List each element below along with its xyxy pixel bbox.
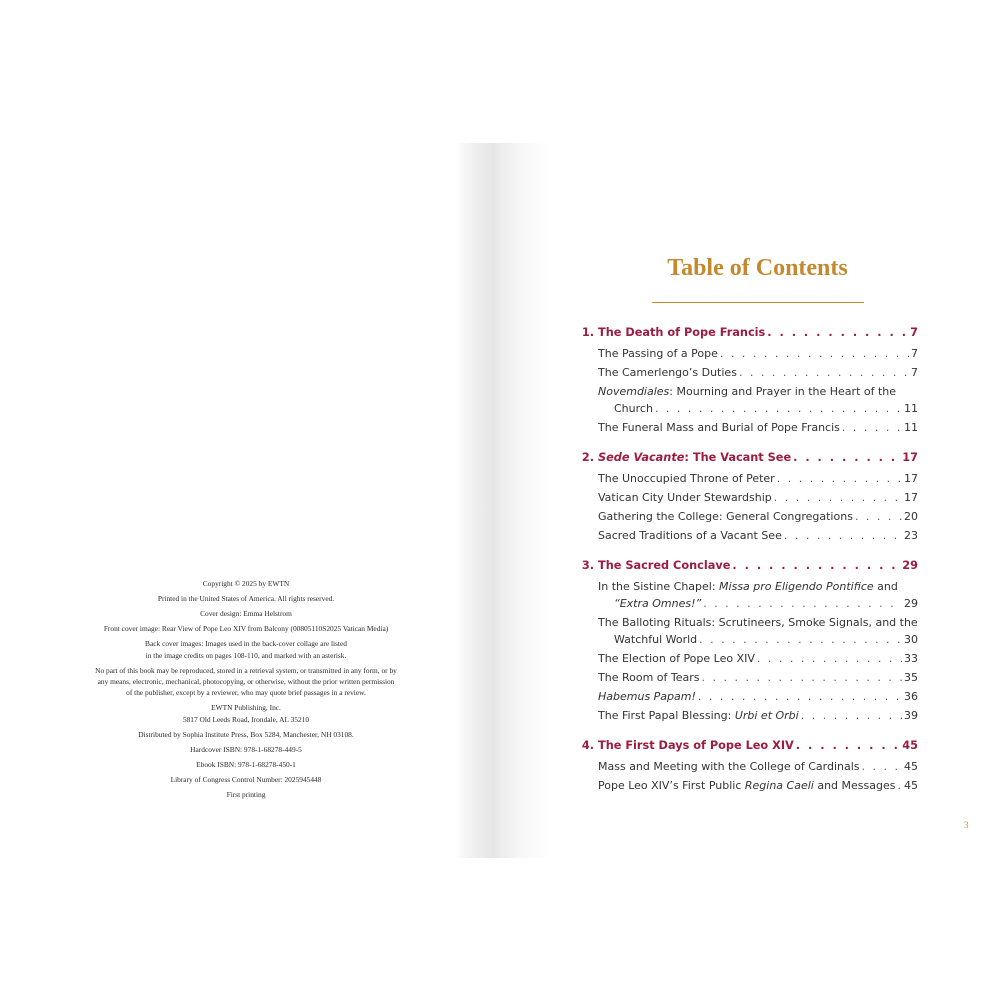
copyright-paragraph: [70, 774, 422, 785]
copyright-line: in the image credits on pages 108-110, and marked with an asterisk.: [145, 650, 347, 660]
chapter-title-italic: Sede Vacante: [598, 451, 685, 464]
entry-title: [598, 579, 918, 595]
copyright-line: Ebook ISBN: 978-1-68278-450-1: [196, 760, 296, 770]
page-number: 3: [964, 820, 969, 830]
entry-title-text: Vatican City Under Stewardship: [598, 491, 772, 504]
copyright-line: Library of Congress Control Number: 2025945448: [170, 775, 322, 785]
toc-entry: [598, 525, 918, 544]
dot-leader: [757, 651, 902, 667]
entry-title-text: The First Papal Blessing:: [598, 709, 735, 722]
copyright-paragraph: [70, 638, 422, 661]
copyright-line: Printed in the United States of America. All rights reserved.: [157, 594, 335, 604]
copyright-line: Back cover images: Images used in the back-cover collage are listed: [145, 639, 347, 649]
copyright-paragraph: [70, 578, 422, 589]
toc-chapter: [560, 556, 918, 724]
dot-leader: [793, 448, 900, 468]
entry-page-number: 45: [904, 760, 918, 773]
copyright-line: Copyright © 2025 by EWTN: [202, 579, 290, 588]
chapter-page-number: 17: [902, 451, 918, 464]
chapter-title-text: : The Vacant See: [684, 451, 792, 464]
entry-page-number: 17: [904, 472, 918, 485]
copyright-paragraph: [70, 623, 422, 634]
chapter-title: [598, 736, 794, 756]
entry-page-number: 7: [911, 347, 918, 360]
entry-title: [598, 670, 700, 686]
entry-page-number: 7: [911, 366, 918, 379]
entry-title: [598, 689, 696, 705]
entry-title: [598, 509, 853, 525]
chapter-page-number: 7: [910, 326, 918, 339]
dot-leader: [777, 471, 902, 487]
entry-title-text: : Mourning and Prayer in the Heart of the: [669, 385, 897, 398]
entry-page-number: 11: [904, 402, 918, 415]
entry-title: [598, 420, 840, 436]
toc-chapter-heading: [560, 448, 918, 468]
entry-page-number: 36: [904, 690, 918, 703]
table-of-contents: [560, 323, 918, 806]
copyright-paragraph: [70, 608, 422, 619]
entry-page-number: 20: [904, 510, 918, 523]
entry-title-continued: Church: [614, 402, 653, 415]
entry-title-text: The Funeral Mass and Burial of Pope Francis: [598, 421, 840, 434]
dot-leader: [720, 346, 909, 362]
entry-page-number: 35: [904, 671, 918, 684]
toc-entry: [598, 487, 918, 506]
entry-title-italic: Habemus Papam!: [598, 690, 696, 703]
copyright-paragraph: [70, 702, 422, 725]
entry-title-text: Pope Leo XIV’s First Public: [598, 779, 745, 792]
entry-title: [598, 384, 918, 400]
copyright-page: [70, 578, 422, 804]
entry-title-italic: Regina Caeli: [744, 779, 814, 792]
copyright-line: Distributed by Sophia Institute Press, Box 5284, Manchester, NH 03108.: [138, 729, 354, 739]
entry-title-text: The Balloting Rituals: Scrutineers, Smoke Signals, and the: [598, 616, 918, 629]
toc-entry: [598, 756, 918, 775]
chapter-title-text: The First Days of Pope Leo XIV: [598, 739, 794, 752]
dot-leader: [784, 528, 902, 544]
copyright-line: Front cover image: Rear View of Pope Leo XIV from Balcony (00805110S2025 Vatican Media): [103, 624, 389, 634]
dot-leader: [732, 556, 900, 576]
entry-title-text: Mass and Meeting with the College of Cardinals: [598, 760, 860, 773]
entry-title-text: The Camerlengo’s Duties: [598, 366, 737, 379]
entry-title-continued: Watchful World: [614, 633, 698, 646]
entry-page-number: 29: [904, 597, 918, 610]
dot-leader: [842, 420, 902, 436]
dot-leader: [703, 596, 902, 612]
toc-entry: [598, 648, 918, 667]
toc-entry-continuation: [614, 595, 918, 612]
chapter-number: 2.: [581, 451, 594, 464]
chapter-number: 1.: [581, 326, 594, 339]
dot-leader: [698, 689, 902, 705]
toc-entry: [598, 417, 918, 436]
chapter-page-number: 45: [902, 739, 918, 752]
book-gutter-shadow: [455, 143, 550, 858]
entry-title-text: The Passing of a Pope: [598, 347, 718, 360]
dot-leader: [774, 490, 902, 506]
toc-entry: [598, 667, 918, 686]
toc-entry: [598, 705, 918, 724]
chapter-number: 3.: [581, 559, 594, 572]
copyright-line: Hardcover ISBN: 978-1-68278-449-5: [190, 744, 302, 754]
entry-title-continued: “Extra Omnes!”: [614, 597, 702, 610]
toc-entry: [598, 506, 918, 525]
toc-chapter-heading: [560, 736, 918, 756]
dot-leader: [739, 365, 909, 381]
toc-entry-continuation: [614, 400, 918, 417]
toc-entry: [598, 775, 918, 794]
entry-title: [598, 651, 755, 667]
entry-page-number: 45: [904, 779, 918, 792]
entry-title-text: Gathering the College: General Congregations: [598, 510, 853, 523]
copyright-line: Cover design: Emma Helstrom: [200, 609, 292, 619]
toc-chapter-heading: [560, 323, 918, 343]
toc-entry: [598, 686, 918, 705]
entry-title-italic: Novemdiales: [598, 385, 670, 398]
copyright-paragraph: [70, 593, 422, 604]
dot-leader: [862, 759, 902, 775]
chapter-title-text: The Sacred Conclave: [598, 559, 731, 572]
copyright-line: EWTN Publishing, Inc.: [211, 703, 281, 713]
entry-title: [598, 365, 737, 381]
entry-title: [598, 346, 718, 362]
entry-title-text: The Election of Pope Leo XIV: [598, 652, 755, 665]
entry-page-number: 17: [904, 491, 918, 504]
entry-title-text: and Messages: [813, 779, 896, 792]
entry-title-text: and: [873, 580, 898, 593]
toc-entry: [598, 468, 918, 487]
entry-page-number: 11: [904, 421, 918, 434]
entry-title-text: Sacred Traditions of a Vacant See: [598, 529, 782, 542]
toc-chapter: [560, 736, 918, 794]
chapter-title: [598, 323, 765, 343]
copyright-paragraph: [70, 759, 422, 770]
chapter-title-text: The Death of Pope Francis: [598, 326, 766, 339]
dot-leader: [699, 632, 902, 648]
entry-title: [598, 615, 918, 631]
dot-leader: [702, 670, 903, 686]
entry-title-text: In the Sistine Chapel:: [598, 580, 720, 593]
copyright-paragraph: [70, 665, 422, 699]
dot-leader: [655, 401, 902, 417]
entry-title: [598, 471, 775, 487]
toc-title: Table of Contents: [667, 255, 848, 281]
dot-leader: [796, 736, 900, 756]
toc-entry-continuation: [614, 631, 918, 648]
dot-leader: [897, 778, 902, 794]
toc-title-rule: [652, 302, 864, 303]
copyright-paragraph: [70, 744, 422, 755]
copyright-paragraph: [70, 729, 422, 740]
copyright-line: 5817 Old Leeds Road, Irondale, AL 35210: [182, 714, 310, 724]
copyright-line: No part of this book may be reproduced, stored in a retrieval system, or transmitted in any form, or by: [95, 665, 397, 675]
toc-entry: [598, 381, 918, 400]
entry-page-number: 23: [904, 529, 918, 542]
copyright-line: of the publisher, except by a reviewer, who may quote brief passages in a review.: [126, 688, 366, 698]
entry-title: [598, 528, 782, 544]
entry-title-italic: Missa pro Eligendo Pontifice: [719, 580, 874, 593]
toc-entry: [598, 343, 918, 362]
toc-entry: [598, 362, 918, 381]
dot-leader: [767, 323, 908, 343]
entry-title-italic: Urbi et Orbi: [734, 709, 799, 722]
dot-leader: [855, 509, 902, 525]
copyright-paragraph: [70, 789, 422, 800]
entry-page-number: 30: [904, 633, 918, 646]
chapter-number: 4.: [581, 739, 594, 752]
entry-page-number: 33: [904, 652, 918, 665]
dot-leader: [801, 708, 902, 724]
entry-title: [598, 490, 772, 506]
copyright-line: any means, electronic, mechanical, photocopying, or otherwise, without the prior written permission: [97, 677, 395, 687]
toc-entry: [598, 612, 918, 631]
chapter-page-number: 29: [902, 559, 918, 572]
entry-title-text: The Unoccupied Throne of Peter: [598, 472, 775, 485]
chapter-title: [598, 556, 730, 576]
entry-page-number: 39: [904, 709, 918, 722]
entry-title: [598, 778, 895, 794]
entry-title-text: The Room of Tears: [598, 671, 700, 684]
toc-chapter: [560, 448, 918, 544]
toc-chapter: [560, 323, 918, 436]
toc-chapter-heading: [560, 556, 918, 576]
copyright-line: First printing: [226, 790, 266, 800]
entry-title: [598, 759, 860, 775]
entry-title: [598, 708, 799, 724]
chapter-title: [598, 448, 791, 468]
toc-entry: [598, 576, 918, 595]
